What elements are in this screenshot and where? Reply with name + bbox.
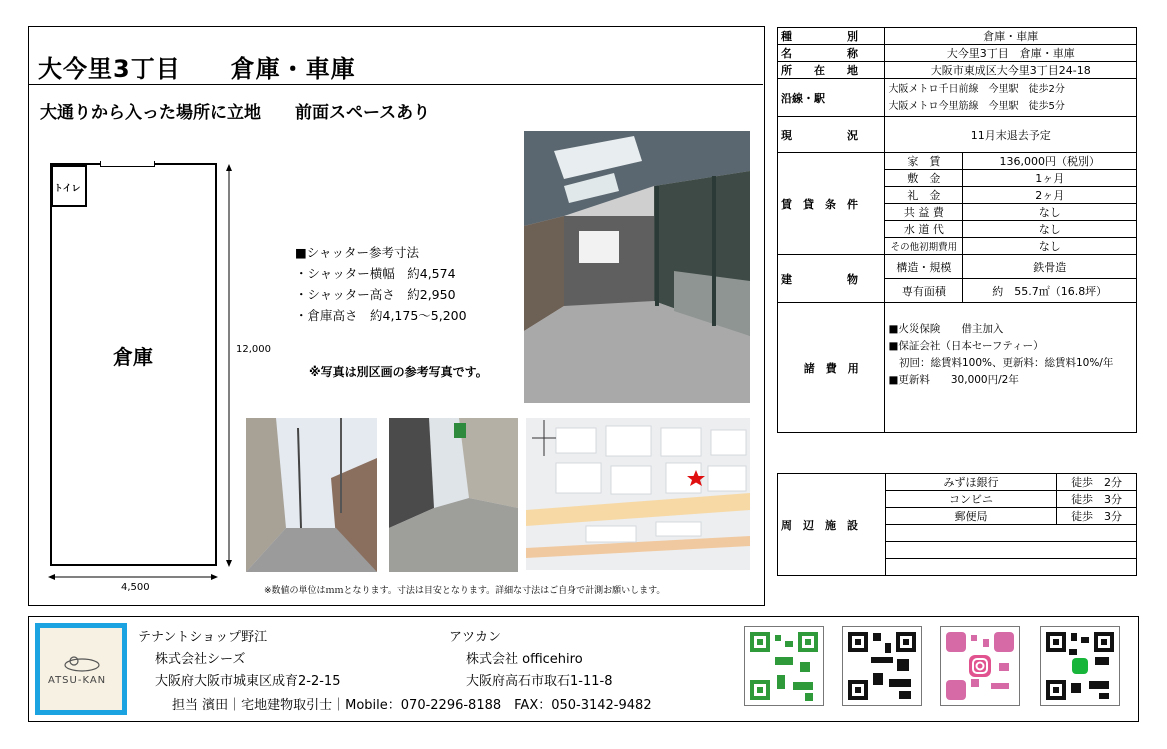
structure-key: 構造・規模: [885, 255, 963, 279]
page-title: 大今里3丁目 倉庫・車庫: [38, 55, 356, 83]
type-value: 倉庫・車庫: [885, 28, 1137, 45]
cost-fire-insurance: ■火災保険 借主加入: [888, 323, 1004, 335]
shutter-height: ・シャッター高さ 約2,950: [295, 287, 456, 302]
footnote: ※数値の単位はｍｍとなります。寸法は目安となります。詳細な寸法はご自身で計測お願いします。: [264, 586, 666, 596]
type-label: 種 別: [778, 28, 885, 45]
lease-key: 礼 金: [885, 187, 963, 204]
lease-key: 家 賃: [885, 153, 963, 170]
nearby-empty: [885, 542, 1136, 559]
cost-guarantee-detail: 初回：総賃料100%、更新料：総賃料10%/年: [888, 357, 1114, 369]
name-value: 大今里3丁目 倉庫・車庫: [885, 45, 1137, 62]
nearby-name: みずほ銀行: [885, 474, 1056, 491]
lease-key: 水 道 代: [885, 221, 963, 238]
address-value: 大阪市東成区大今里3丁目24-18: [885, 62, 1137, 79]
name-label: 名 称: [778, 45, 885, 62]
nearby-empty: [885, 559, 1136, 576]
structure-value: 鉄骨造: [963, 255, 1137, 279]
lease-key: その他初期費用: [885, 238, 963, 255]
company-address-1: 大阪府大阪市城東区成育2-2-15: [155, 674, 341, 689]
lease-key: 敷 金: [885, 170, 963, 187]
shop-name-2: アツカン: [449, 630, 502, 645]
warehouse-interior-photo: [524, 131, 750, 403]
cost-renewal: ■更新料 30,000円/2年: [888, 374, 1019, 386]
lease-value: なし: [963, 204, 1137, 221]
warehouse-height: ・倉庫高さ 約4,175〜5,200: [295, 308, 467, 323]
toilet-label: トイレ: [54, 184, 81, 194]
lease-label: 賃 貸 条 件: [778, 153, 885, 255]
width-dimension: 4,500: [121, 582, 150, 593]
property-info-table: [777, 27, 1137, 433]
company-name-2: 株式会社 officehiro: [466, 652, 583, 667]
line-qr-icon[interactable]: [1040, 626, 1120, 706]
logo-text: ATSU-KAN: [48, 675, 107, 686]
row-costs: [778, 303, 1137, 433]
nearby-distance: 徒歩 3分: [1057, 491, 1137, 508]
row-building-structure: [778, 255, 1137, 279]
nearby-distance: 徒歩 2分: [1057, 474, 1137, 491]
area-key: 専有面積: [885, 279, 963, 303]
title-divider: [29, 84, 763, 85]
nearby-name: コンビニ: [885, 491, 1056, 508]
cost-label: 諸 費 用: [778, 303, 885, 433]
instagram-qr-icon[interactable]: [940, 626, 1020, 706]
area-value: 約 55.7㎡（16.8坪）: [963, 279, 1137, 303]
shutter-spec: [295, 242, 467, 326]
photo-note: ※写真は別区画の参考写真です。: [309, 365, 488, 379]
nearby-label: 周 辺 施 設: [778, 474, 886, 576]
nearby-row: [778, 474, 1137, 491]
row-status: [778, 117, 1137, 153]
lease-value: 136,000円（税別）: [963, 153, 1137, 170]
status-value: 11月末退去予定: [885, 117, 1137, 153]
lease-value: 1ヶ月: [963, 170, 1137, 187]
building-label: 建 物: [778, 255, 885, 303]
qr-code-icon[interactable]: [744, 626, 824, 706]
page-subtitle: 大通りから入った場所に立地 前面スペースあり: [40, 103, 431, 123]
nearby-distance: 徒歩 3分: [1057, 508, 1137, 525]
street-photo-1: [246, 418, 377, 572]
row-line: [778, 79, 1137, 117]
line-2: 大阪メトロ今里筋線 今里駅 徒歩5分: [888, 100, 1065, 112]
row-type: [778, 28, 1137, 45]
row-lease-0: [778, 153, 1137, 170]
cost-value: [885, 303, 1137, 433]
height-dimension: 12,000: [236, 344, 271, 355]
line-label: 沿線・駅: [778, 79, 885, 117]
company-logo: [35, 623, 127, 715]
area-map: [526, 418, 750, 570]
lease-value: 2ヶ月: [963, 187, 1137, 204]
shop-name-1: テナントショップ野江: [138, 630, 268, 645]
company-address-2: 大阪府高石市取石1-11-8: [466, 674, 613, 689]
qr-code-icon[interactable]: [842, 626, 922, 706]
status-label: 現 況: [778, 117, 885, 153]
nearby-name: 郵便局: [885, 508, 1056, 525]
nearby-empty: [885, 525, 1136, 542]
cost-guarantee: ■保証会社（日本セーフティー）: [888, 340, 1044, 352]
logo-icon: [62, 654, 102, 672]
street-photo-2: [389, 418, 518, 572]
room-label: 倉庫: [113, 345, 153, 369]
contact-line: 担当 濱田｜宅地建物取引士｜Mobile：070-2296-8188 FAX：050-3142-9482: [172, 698, 652, 713]
lease-value: なし: [963, 221, 1137, 238]
shutter-width: ・シャッター横幅 約4,574: [295, 266, 456, 281]
row-name: [778, 45, 1137, 62]
line-value: [885, 79, 1137, 117]
shutter-heading: ■シャッター参考寸法: [295, 245, 420, 260]
lease-key: 共 益 費: [885, 204, 963, 221]
line-1: 大阪メトロ千日前線 今里駅 徒歩2分: [888, 83, 1065, 95]
row-address: [778, 62, 1137, 79]
dimension-lines: [40, 160, 240, 590]
company-name-1: 株式会社シーズ: [155, 652, 246, 667]
lease-value: なし: [963, 238, 1137, 255]
nearby-facilities-table: [777, 473, 1137, 576]
address-label: 所 在 地: [778, 62, 885, 79]
